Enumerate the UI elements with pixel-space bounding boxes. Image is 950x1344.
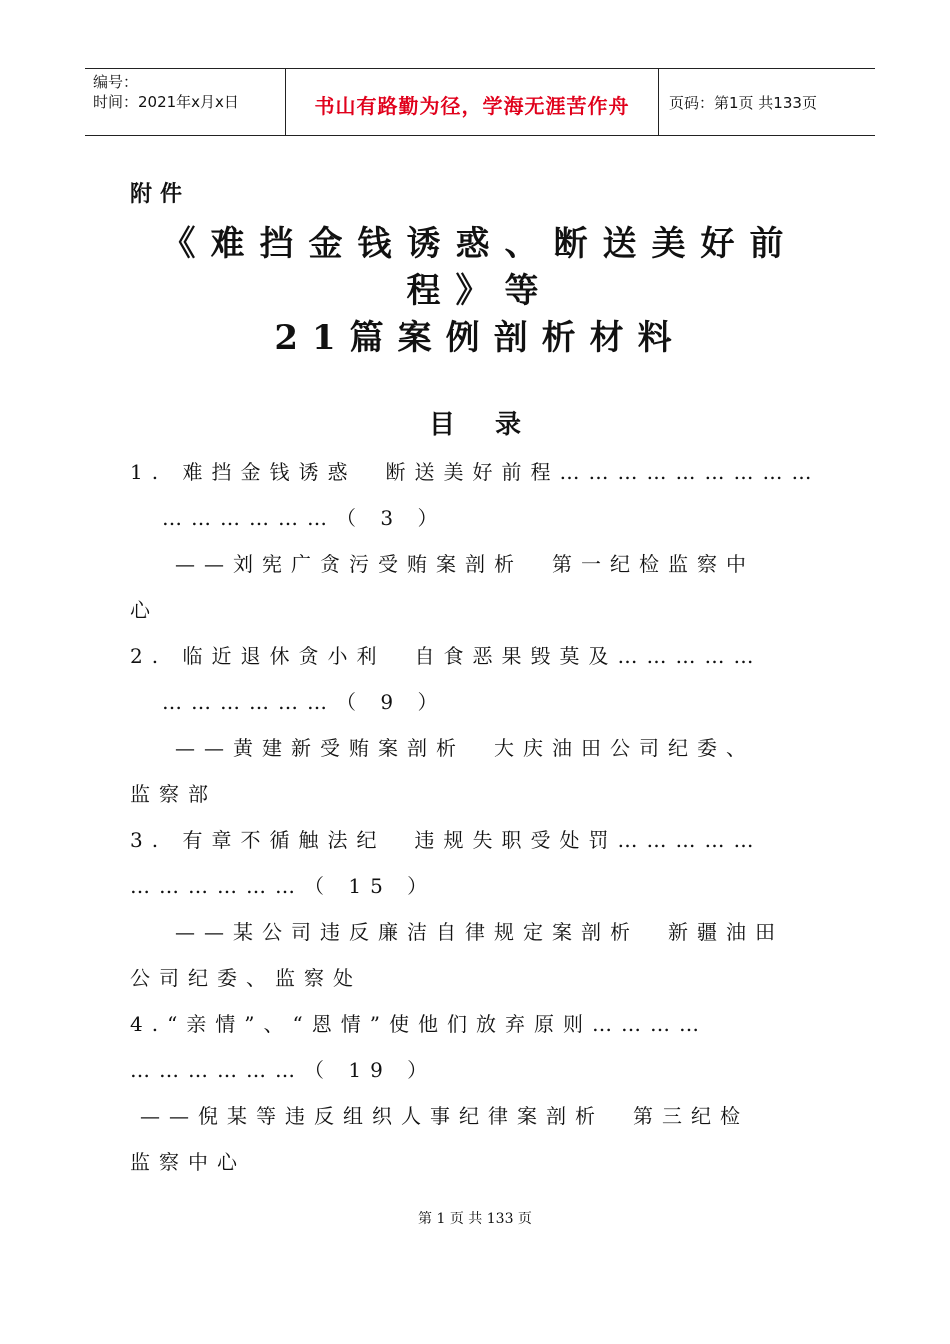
header-page-label: 页码：第1页 共133页 <box>669 93 817 112</box>
toc-entry-4-title: 4.“亲情”、“恩情”使他们放弃原则………… <box>130 1012 708 1036</box>
document-number-label: 编号： <box>93 73 139 91</box>
toc-entry-4-page: ………………（ 19 ） <box>130 1058 437 1082</box>
toc-entry-3-title: 3. 有章不循触法纪 违规失职受处罚…………… <box>130 828 763 852</box>
toc-entry-1-page: ………………（ 3 ） <box>162 506 447 530</box>
document-title-line-3: 21篇案例剖析材料 <box>274 318 686 358</box>
toc-entry-3-subtitle: ——某公司违反廉洁自律规定案剖析 新疆油田 <box>175 920 784 944</box>
header-meta-cell <box>85 69 286 135</box>
toc-entry-2-page: ………………（ 9 ） <box>162 690 447 714</box>
toc-entry-4-subtitle: ——倪某等违反组织人事纪律案剖析 第三纪检 <box>140 1104 749 1128</box>
toc-entry-1-title: 1. 难挡金钱诱惑 断送美好前程……………………… <box>130 460 821 484</box>
document-time-label: 时间：2021年x月x日 <box>93 93 239 111</box>
toc-entry-1-subtitle-cont: 心 <box>130 598 159 622</box>
toc-entry-2-title: 2. 临近退休贪小利 自食恶果毁莫及…………… <box>130 644 763 668</box>
toc-entry-3-subtitle-cont: 公司纪委、监察处 <box>130 966 362 990</box>
toc-entry-2-subtitle-cont: 监察部 <box>130 782 217 806</box>
page-footer: 第 1 页 共 133 页 <box>418 1211 532 1227</box>
header-motto-cell <box>286 69 659 135</box>
header-table <box>85 68 875 136</box>
attachment-label: 附件 <box>130 182 191 207</box>
document-title-line-2: 程》等 <box>406 271 554 311</box>
toc-heading: 目录 <box>428 410 561 440</box>
toc-entry-4-subtitle-cont: 监察中心 <box>130 1150 246 1174</box>
toc-entry-2-subtitle: ——黄建新受贿案剖析 大庆油田公司纪委、 <box>175 736 755 760</box>
header-motto: 书山有路勤为径，学海无涯苦作舟 <box>314 93 630 118</box>
header-page-cell <box>659 69 875 135</box>
document-title-line-1: 《难挡金钱诱惑、断送美好前 <box>161 224 799 264</box>
toc-entry-1-subtitle: ——刘宪广贪污受贿案剖析 第一纪检监察中 <box>175 552 755 576</box>
toc-entry-3-page: ………………（ 15 ） <box>130 874 437 898</box>
